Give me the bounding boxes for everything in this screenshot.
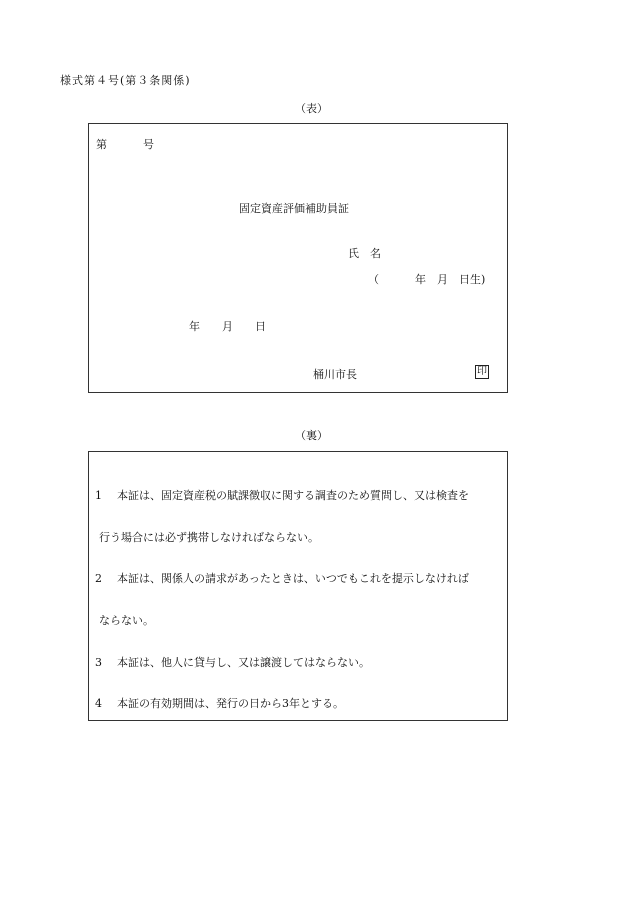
list-item xyxy=(95,490,469,501)
item-text-continued: ならない。 xyxy=(99,614,154,627)
item-number: 4 xyxy=(95,697,102,710)
back-card xyxy=(88,451,508,721)
back-heading: （裏） xyxy=(295,429,328,442)
form-label: 様式第４号(第３条関係) xyxy=(60,74,191,87)
birth-paren-open: （ xyxy=(368,273,379,286)
number-suffix: 号 xyxy=(143,138,154,151)
seal-mark: 印 xyxy=(477,366,487,377)
number-prefix: 第 xyxy=(96,138,107,151)
item-number: 1 xyxy=(95,489,102,502)
item-text: 本証は、他人に貸与し、又は譲渡してはならない。 xyxy=(117,656,370,669)
front-card xyxy=(88,123,508,393)
item-text-continued: 行う場合には必ず携帯しなければならない。 xyxy=(99,531,319,544)
item-number: 2 xyxy=(95,572,102,585)
birth-date: 年 月 日生) xyxy=(415,273,486,286)
list-item xyxy=(95,698,344,709)
list-item xyxy=(95,657,370,668)
item-text: 本証は、固定資産税の賦課徴収に関する調査のため質問し、又は検査を xyxy=(117,489,469,502)
issuer-name: 桶川市長 xyxy=(313,368,357,381)
item-text: 本証は、関係人の請求があったときは、いつでもこれを提示しなければ xyxy=(117,572,469,585)
issue-date: 年 月 日 xyxy=(189,320,266,333)
list-item xyxy=(95,573,469,584)
item-number: 3 xyxy=(95,656,102,669)
front-heading: （表） xyxy=(295,102,328,115)
card-title: 固定資産評価補助員証 xyxy=(239,202,349,215)
name-label: 氏 名 xyxy=(348,247,381,260)
item-text: 本証の有効期間は、発行の日から3年とする。 xyxy=(117,697,344,710)
